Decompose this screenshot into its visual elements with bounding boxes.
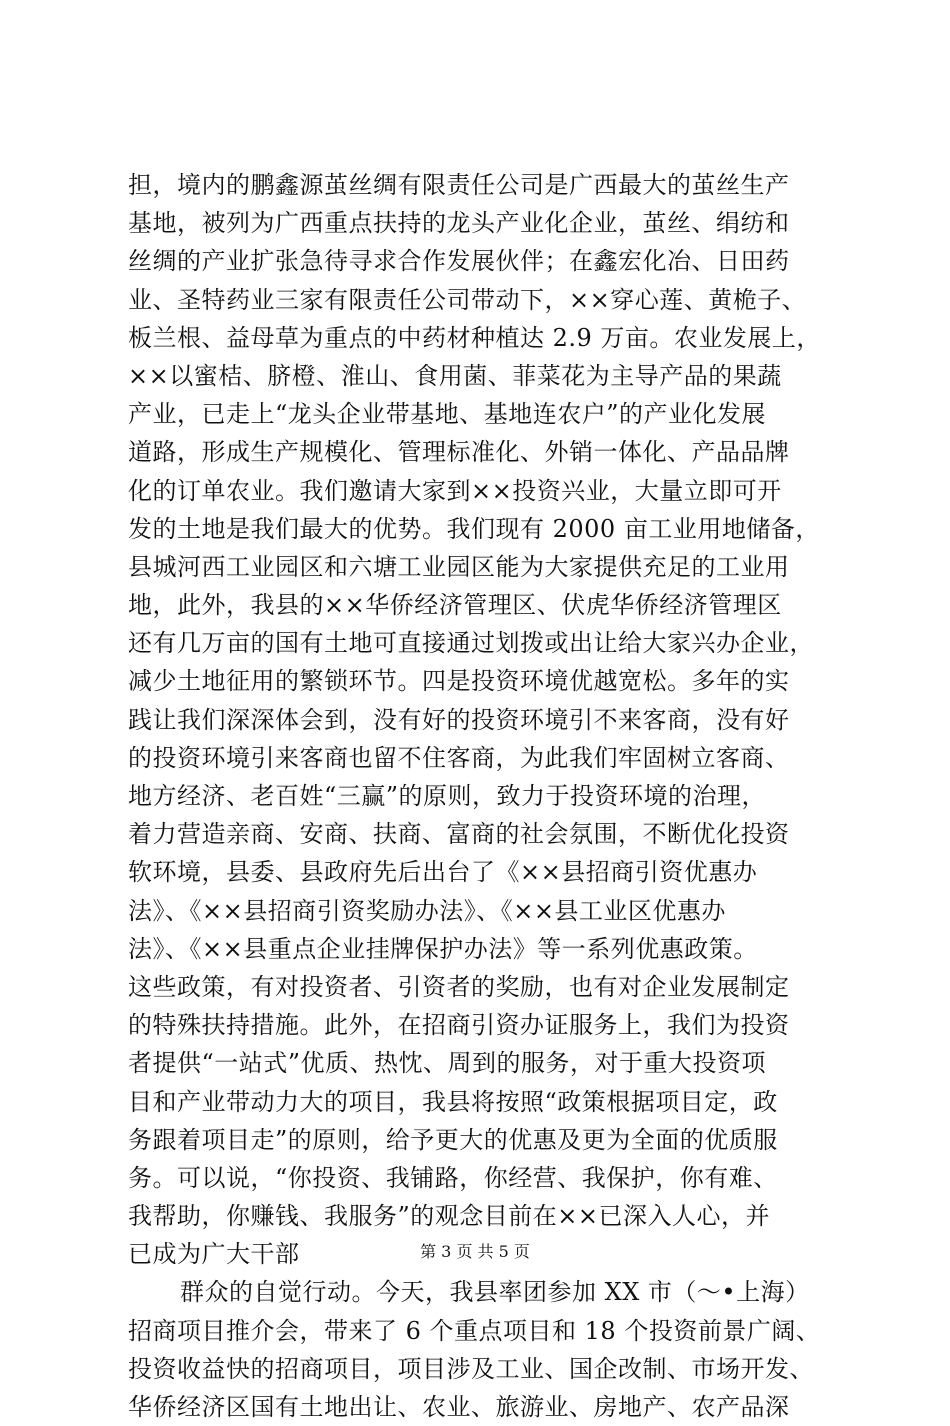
text-line: 化的订单农业。我们邀请大家到××投资兴业，大量立即可开 [128, 476, 782, 505]
text-line: 着力营造亲商、安商、扶商、富商的社会氛围，不断优化投资 [128, 820, 790, 849]
text-line: 地，此外，我县的××华侨经济管理区、伏虎华侨经济管理区 [128, 591, 782, 620]
text-line: 者提供“一站式”优质、热忱、周到的服务，对于重大投资项 [128, 1049, 767, 1078]
text-line: 地方经济、老百姓“三赢”的原则，致力于投资环境的治理， [128, 782, 767, 810]
text-line: 基地，被列为广西重点扶持的龙头产业化企业，茧丝、绢纺和 [128, 209, 790, 238]
page-number-footer: 第 3 页 共 5 页 [420, 1242, 530, 1261]
text-line: 法》、《××县招商引资奖励办法》、《××县工业区优惠办 [128, 896, 726, 925]
text-line: 践让我们深深体会到，没有好的投资环境引不来客商，没有好 [128, 705, 790, 734]
text-line: 招商项目推介会，带来了 6 个重点项目和 18 个投资前景广阔、 [128, 1316, 821, 1345]
text-line: 丝绸的产业扩张急待寻求合作发展伙伴；在鑫宏化冶、日田药 [128, 247, 790, 276]
text-line: 务跟着项目走”的原则，给予更大的优惠及更为全面的优质服 [128, 1125, 778, 1154]
text-line: 我帮助，你赚钱、我服务”的观念目前在××已深入人心，并 [128, 1202, 770, 1231]
text-line: 业、圣特药业三家有限责任公司带动下，××穿心莲、黄桅子、 [128, 285, 807, 314]
text-line: ××以蜜桔、脐橙、淮山、食用菌、菲菜花为主导产品的果蔬 [128, 361, 782, 390]
text-line: 产业，已走上“龙头企业带基地、基地连农户”的产业化发展 [128, 400, 767, 429]
text-line: 法》、《××县重点企业挂牌保护办法》等一系列优惠政策。 [128, 934, 758, 963]
text-line: 担，境内的鹏鑫源茧丝绸有限责任公司是广西最大的茧丝生产 [128, 171, 790, 199]
text-line: 软环境，县委、县政府先后出台了《××县招商引资优惠办 [128, 858, 758, 887]
text-line: 减少土地征用的繁锁环节。四是投资环境优越宽松。多年的实 [128, 667, 790, 696]
text-line: 还有几万亩的国有土地可直接通过划拨或出让给大家兴办企业， [128, 629, 814, 658]
text-line: 板兰根、益母草为重点的中药材种植达 2.9 万亩。农业发展上， [128, 323, 821, 352]
text-line: 投资收益快的招商项目，项目涉及工业、国企改制、市场开发、 [128, 1354, 814, 1383]
text-line: 目和产业带动力大的项目，我县将按照“政策根据项目定，政 [128, 1087, 778, 1116]
text-line: 的投资环境引来客商也留不住客商，为此我们牢固树立客商、 [128, 743, 790, 772]
text-line: 道路，形成生产规模化、管理标准化、外销一体化、产品品牌 [128, 438, 790, 467]
text-line: 务。可以说，“你投资、我铺路，你经营、我保护，你有难、 [128, 1163, 778, 1192]
text-line: 这些政策，有对投资者、引资者的奖励，也有对企业发展制定 [128, 972, 790, 1001]
text-line: 发的土地是我们最大的优势。我们现有 2000 亩工业用地储备， [128, 514, 820, 543]
text-line: 已成为广大干部 [128, 1240, 300, 1269]
body-text [128, 166, 838, 1426]
text-line: 的特殊扶持措施。此外，在招商引资办证服务上，我们为投资 [128, 1011, 790, 1040]
paragraph-first-line: 群众的自觉行动。今天，我县率团参加 XX 市（～•上海） [180, 1278, 810, 1307]
text-line: 华侨经济区国有土地出让、农业、旅游业、房地产、农产品深 [128, 1393, 790, 1421]
text-line: 县城河西工业园区和六塘工业园区能为大家提供充足的工业用 [128, 552, 790, 581]
